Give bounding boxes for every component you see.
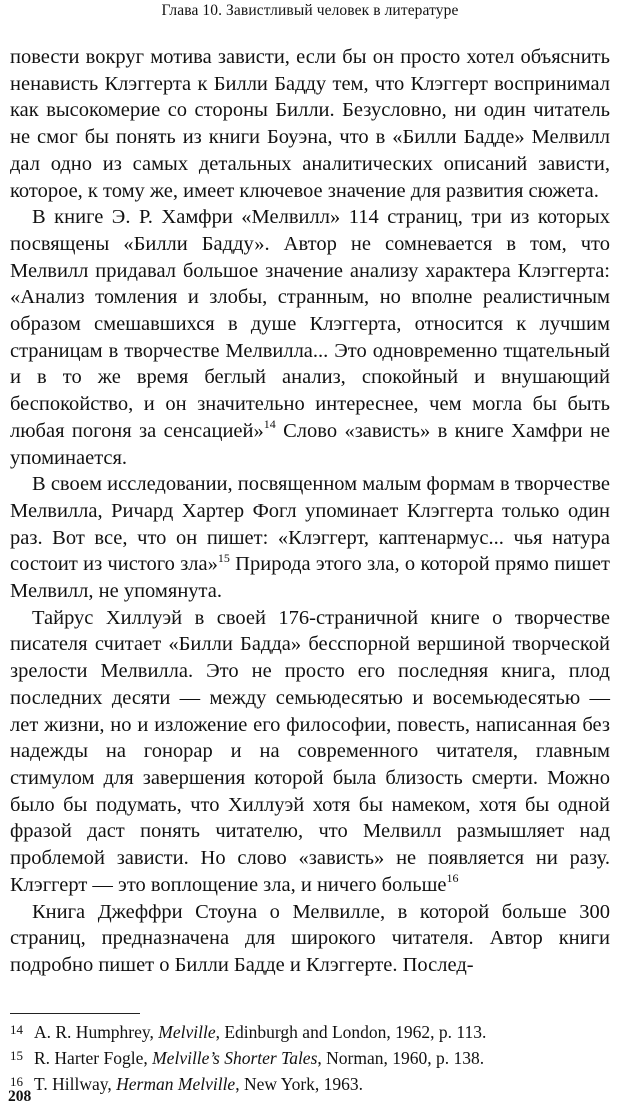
- footnote-title: Melville: [158, 1022, 216, 1042]
- footnote: [10, 1072, 610, 1098]
- footnote: [10, 1020, 610, 1046]
- running-head: Глава 10. Завистливый человек в литературе: [161, 2, 459, 19]
- paragraph-text: Книга Джеффри Стоуна о Мелвилле, в которой больше 300 страниц, предназначена для широкого читателя. Автор книги подробно пишет о Билли Бадде и Клэггерте. Послед-: [10, 900, 610, 976]
- paragraph-text: В книге Э. Р. Хамфри «Мелвилл» 114 страниц, три из которых посвящены «Билли Бадду». Автор не сомневается в том, что Мелвилл придавал большое значение анализу характера Клэггерта: «Анализ томления и злобы, странным, но вполне реалистичным образом смешавшихся в душе Клэггерта, относится к лучшим страницам в творчестве Мелвилла... Это одновременно тщательный и в то же время беглый анализ, спокойный и внушающий беспокойство, и он значительно интереснее, чем могла бы быть любая погоня за сенсацией»: [10, 206, 610, 442]
- footnote-marker: 14: [263, 417, 276, 432]
- footnote-text: [34, 1072, 363, 1096]
- footnote-title: Melville’s Shorter Tales: [152, 1048, 318, 1068]
- paragraph-text: Тайрус Хиллуэй в своей 176-страничной книге о творчестве писателя считает «Билли Бадда» бесспорной вершиной творческой зрелости Мелвилла. Это не просто его последняя книга, плод последних десяти — между семьюдесятью и восемьюдесятью — лет жизни, но и изложение его философии, повесть, написанная без надежды на гонорар и на современного читателя, главным стимулом для завершения которой была близость смерти. Можно было бы подумать, что Хиллуэй хотя бы намеком, хотя бы одной фразой даст понять читателю, что Мелвилл размышляет над проблемой зависти. Но слово «зависть» не появляется ни разу. Клэггерт — это воплощение зла, и ничего больше: [10, 606, 610, 896]
- footnote: [10, 1046, 610, 1072]
- paragraph: [10, 471, 610, 605]
- paragraph-text: В своем исследовании, посвященном малым формам в творчестве Мелвилла, Ричард Хартер Фогл упоминает Клэггерта только один раз. Вот все, что он пишет: «Клэггерт, каптенармус... чья натура состоит из чистого зла»: [10, 473, 610, 576]
- body-text: [10, 44, 610, 979]
- paragraph-text-continued: Слово «зависть» в книге Хамфри не упоминается.: [10, 419, 610, 469]
- paragraph: [10, 605, 610, 899]
- footnote-author: A. R. Humphrey,: [34, 1022, 159, 1042]
- footnote-text: [34, 1046, 484, 1070]
- footnote-author: T. Hillway,: [34, 1074, 117, 1094]
- footnote-details: , Norman, 1960, p. 138.: [317, 1048, 485, 1068]
- footnote-title: Herman Melville: [116, 1074, 236, 1094]
- footnote-number: 15: [10, 1048, 23, 1063]
- footnote-details: , Edinburgh and London, 1962, p. 113.: [215, 1022, 487, 1042]
- footnotes: [10, 1020, 610, 1098]
- page-number: 208: [8, 1088, 32, 1105]
- footnote-number: 16: [10, 1074, 23, 1089]
- footnote-text: [34, 1020, 486, 1044]
- footnote-author: R. Harter Fogle,: [34, 1048, 153, 1068]
- paragraph-text-continued: Природа этого зла, о которой прямо пишет Мелвилл, не упомянута.: [10, 553, 610, 603]
- paragraph: [10, 899, 610, 979]
- footnote-marker: 15: [217, 550, 230, 565]
- paragraph-text: повести вокруг мотива зависти, если бы он просто хотел объяснить ненависть Клэггерта к Билли Бадду тем, что Клэггерт воспринимал как высокомерие со стороны Билли. Безусловно, ни один читатель не смог бы понять из книги Боуэна, что в «Билли Бадде» Мелвилл дал одно из самых детальных аналитических описаний зависти, которое, к тому же, имеет ключевое значение для развития сюжета.: [10, 46, 610, 202]
- footnote-marker: 16: [446, 870, 459, 885]
- paragraph: [10, 44, 610, 204]
- footnote-details: , New York, 1963.: [235, 1074, 364, 1094]
- paragraph: [10, 204, 610, 471]
- footnote-divider: [10, 1013, 140, 1014]
- footnote-number: 14: [10, 1022, 23, 1037]
